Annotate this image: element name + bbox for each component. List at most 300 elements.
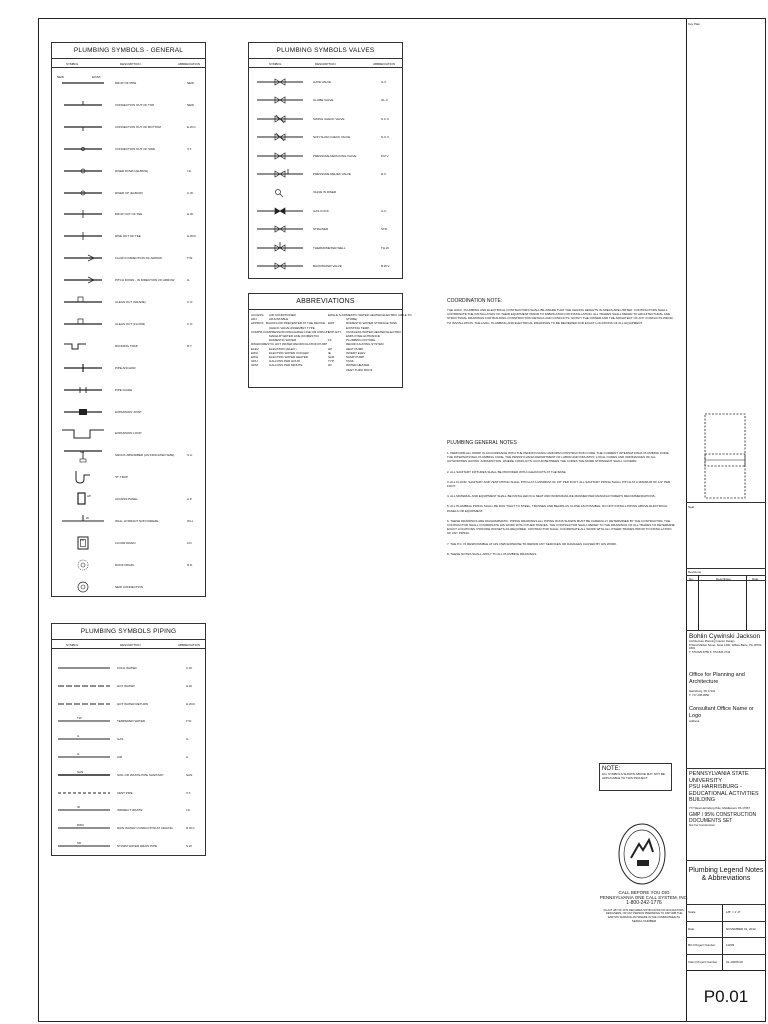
valve-symbols-panel	[248, 42, 403, 279]
project-address: 777 West Harrisburg Pike, Middletown, PA 17057	[689, 805, 750, 810]
valve-abbreviation: P.R.V.	[381, 153, 390, 158]
abbreviation-meaning: COMPRESSOR DISCHARGE LINE OR CIRCUIT	[263, 329, 330, 334]
general-symbol-row	[52, 119, 205, 135]
piping-description: AIR	[117, 755, 123, 759]
abbreviation-meaning: ELEVATION (ELEV.)	[269, 346, 297, 351]
valve-description: BACKWATER VALVE	[313, 264, 342, 268]
abbreviation-meaning: HEAT PUMP	[346, 346, 364, 351]
field-divider	[722, 905, 723, 921]
general-symbol-row	[52, 360, 205, 376]
abbreviation-term: FF	[328, 338, 332, 343]
general-note-item: 1. PERFORM ALL WORK IN ACCORDANCE WITH THE PENNSYLVANIA UNIFORM CONSTRUCTION CODE, THE CURRENT INTERNATIONAL PLUMBING CODE, THE INTERNATIONAL PLUMBING CODE, THE PENNSYLVANIA DEPARTMENT OF LABOR AND INDUSTRY, LOCAL CODES AND ORDINANCES OF ALL AUTHORITIES HAVING JURISDICTION. WHERE CONFLICTS OCCUR BETWEEN THE CODES THE MORE STRINGENT SHALL GOVERN.	[447, 451, 670, 464]
general-symbol-row	[52, 447, 205, 463]
symbol-description: ACCESS PANEL	[115, 497, 138, 502]
one-call-legal: PA ACT 287 OF 1974 REQUIRES NOTIFICATION OF EXCAVATORS, DESIGNERS, OR ANY PERSON PREPARING TO DISTURB THE EARTH'S SURFACE ANYWHERE IN THE COMMONWEALTH	[603, 909, 685, 919]
general-symbol-row	[52, 185, 205, 201]
valve-symbol-row	[249, 240, 402, 256]
symbol-description: RISE OUT OF TEE	[115, 234, 141, 239]
abbreviation-meaning: CHECK VALVE ASSEMBLY TYPE	[269, 325, 315, 330]
valve-description: GAS COCK	[313, 208, 329, 213]
piping-glyph	[56, 713, 112, 729]
abbreviation-meaning: PLUMBING FIXTURE	[346, 338, 376, 343]
piping-description: COLD WATER	[117, 666, 137, 670]
symbol-tag: W	[86, 516, 89, 520]
rev-divider-1	[698, 575, 699, 631]
piping-description: HOT WATER RETURN	[117, 701, 148, 706]
abbreviation-meaning: RECIRCULATING SYSTEM	[346, 342, 384, 347]
general-symbol-row	[52, 75, 205, 91]
general-notes-list	[447, 451, 675, 556]
firm3-address: Address	[689, 718, 700, 723]
symbol-description: FLOW IN DIRECTION OF ARROW	[115, 256, 162, 261]
project-phase: GMP / 95% CONSTRUCTION DOCUMENTS SET	[689, 812, 757, 825]
piping-glyph	[56, 660, 112, 676]
valve-glyph	[255, 240, 305, 256]
valve-abbreviation: G.V.	[381, 80, 387, 84]
field-label: Client Project Number	[688, 959, 718, 964]
general-symbol-row	[52, 469, 205, 485]
piping-abbreviation: SAN.	[186, 772, 194, 777]
plumbing-general-notes	[447, 440, 675, 562]
abbreviation-meaning: VENT THRU ROOF	[346, 367, 373, 372]
symbol-description: CLEAN OUT (FLOOR)	[115, 321, 146, 326]
abbreviation-meaning: ADJUSTABLE	[269, 317, 289, 322]
symbol-description: PIPE GUIDE	[115, 387, 133, 392]
abbreviation-term: IE	[328, 350, 331, 355]
general-symbol-row	[52, 97, 205, 113]
field-divider	[722, 938, 723, 954]
piping-symbol-row	[52, 696, 205, 712]
symbol-glyph	[58, 491, 108, 507]
valve-glyph	[255, 111, 305, 127]
abbreviation-meaning: EXISTING TEMP.	[346, 325, 370, 330]
note-box	[599, 763, 672, 791]
owner-name: PENNSYLVANIA STATE UNIVERSITY	[689, 771, 749, 784]
sheet-title-cell	[686, 860, 766, 904]
one-call-line1: CALL BEFORE YOU DIG	[618, 890, 670, 895]
symbol-description: DROP OUT OF TEE	[115, 212, 143, 217]
symbol-glyph	[58, 228, 108, 244]
sheet-number: P0.01	[686, 970, 766, 1022]
piping-description: INDIRECT WASTE	[117, 808, 143, 813]
abbreviation-term	[328, 368, 346, 372]
symbol-description: CONNECTION OUT OF SIDE	[115, 146, 156, 151]
valve-abbreviation: N.C.V.	[381, 135, 390, 140]
abbreviation-term: EWH	[251, 355, 258, 360]
piping-abbreviation: G.	[186, 737, 190, 742]
symbol-glyph	[58, 250, 108, 266]
valve-glyph	[255, 92, 305, 108]
piping-symbol-row	[52, 749, 205, 765]
symbol-description: CLEAN OUT (GRADE)	[115, 300, 146, 304]
general-note-item: 7. THE P.C. IS RESPONSIBLE AT HIS OWN EXPENSE TO REPAIR ANY SERVICES OR DAMAGES CAUSED BY HIS WORK.	[447, 541, 617, 546]
symbol-glyph	[58, 469, 108, 485]
symbol-abbreviation: R.D.	[187, 562, 193, 567]
valve-abbreviation: GL.V.	[381, 98, 389, 103]
symbol-abbreviation: H.W.	[187, 212, 194, 217]
abbreviation-entry	[251, 363, 325, 367]
valve-abbreviation: STR.	[381, 227, 388, 232]
general-note-item: 3. ALL FLOOR, SANITARY AND VENT PIPING SHALL PITCH AT A MINIMUM OF 1/8" PER FOOT. ALL SANITARY PIPING SHALL PITCH AT A MINIMUM OF 1/4" PER FOOT.	[447, 479, 671, 489]
abbreviation-meaning: DOMESTIC HOT WATER RECIRCULATION PUMP	[258, 342, 328, 347]
symbol-new-label: NEW	[57, 75, 64, 79]
piping-symbol-row	[52, 731, 205, 747]
symbol-abbreviation: V.T.	[187, 146, 192, 151]
abbreviation-term: COMPR.	[251, 329, 263, 334]
abbreviation-term: EWH-E.S.	[328, 313, 342, 317]
one-call-text	[594, 890, 694, 923]
abbreviation-meaning: BACKFLOW PREVENTER AT THE DEVICE	[265, 321, 325, 326]
piping-symbols-panel	[51, 623, 206, 856]
general-symbol-row	[52, 491, 205, 507]
general-symbols-header	[52, 59, 205, 68]
general-note-item: 5. ALL PLUMBING PIPING SHALL BE RUN TIGHT TO STEEL, TRUSSES AND BEAMS AS CLOSE AS POSSIBLE. DO NOT INSTALL PIPING ABOVE ELECTRICAL PANELS OR EQUIPMENT.	[447, 504, 668, 513]
abbreviation-meaning: INVERT ELEV.	[346, 350, 366, 355]
symbol-description: PIPE ANCHOR	[115, 365, 136, 370]
revisions-cell	[686, 568, 766, 630]
general-note-item: 4. ALL MATERIAL AND EQUIPMENT SHALL BE INSTALLED IN A NEAT AND WORKMANLIKE MANNER PER MANUFACTURER'S RECOMMENDATIONS.	[447, 494, 656, 499]
symbol-description: RUNNING TRAP	[115, 343, 138, 348]
symbol-abbreviation: H.W.R.	[187, 234, 197, 239]
symbol-tag: SA	[80, 450, 85, 455]
piping-tag: SD	[77, 841, 82, 845]
firm2-address: Harrisburg, PA 17101	[689, 689, 716, 694]
abbreviation-meaning: DOMESTIC WATER STORAGE TANK	[346, 321, 398, 326]
general-symbols-title: PLUMBING SYMBOLS - GENERAL	[52, 43, 205, 59]
valve-abbreviation: B.W.V.	[381, 264, 390, 268]
abbreviation-term: EXP. EXT.	[328, 329, 342, 334]
key-plan-graphic	[700, 410, 750, 500]
piping-abbreviation: R.W.C.	[186, 826, 196, 831]
abbreviation-term: SCR.	[328, 355, 336, 360]
abbreviation-term: GPH	[251, 359, 258, 364]
abbreviation-term: HP	[328, 346, 333, 351]
valve-description: PRESSURE RELIEF VALVE	[313, 172, 351, 176]
sheet-title: Plumbing Legend Notes & Abbreviations	[688, 867, 764, 882]
symbol-abbreviation: W.H.	[187, 519, 194, 523]
abbreviation-term: EWC	[251, 350, 258, 355]
symbol-description: WALL HYDRANT NON FREEZE	[115, 519, 159, 523]
abbreviation-meaning: DOMESTIC WATER	[269, 338, 297, 343]
valve-symbol-row	[249, 92, 402, 108]
piping-symbol-row	[52, 838, 205, 854]
abbreviation-meaning: WATER HEATER	[346, 363, 370, 368]
symbol-description: DROP OF PIPE	[115, 81, 137, 85]
valve-symbol-row	[249, 184, 402, 200]
piping-glyph	[56, 731, 112, 747]
valve-glyph	[255, 148, 305, 164]
abbreviation-meaning: ELECTRIC WATER HEATER	[269, 355, 308, 360]
symbol-description: FLOOR DRAIN	[115, 540, 136, 545]
symbol-abbreviation: C.O.	[187, 300, 194, 304]
piping-glyph	[56, 749, 112, 765]
piping-description: VENT PIPE	[117, 790, 133, 795]
symbol-description: SHOCK ABSORBER (AS INDICATED SIZE)	[115, 453, 175, 458]
piping-tag: ID	[77, 805, 80, 810]
piping-symbol-row	[52, 802, 205, 818]
piping-tag: SAN	[77, 769, 84, 774]
valve-symbol-row	[249, 148, 402, 164]
valve-symbol-row	[249, 111, 402, 127]
general-symbol-row	[52, 228, 205, 244]
general-symbol-row	[52, 535, 205, 551]
general-symbol-row	[52, 206, 205, 222]
general-symbol-row	[52, 425, 205, 441]
field-divider	[722, 922, 723, 938]
piping-glyph	[56, 785, 112, 801]
header-symbol: SYMBOL	[269, 62, 282, 66]
valve-description: NON SLAM CHECK VALVE	[313, 135, 351, 140]
symbol-tag: AP	[87, 494, 92, 499]
piping-tag: RWC	[77, 823, 85, 828]
general-symbol-row	[52, 579, 205, 595]
symbol-abbreviation: NEW	[187, 81, 194, 85]
abbreviation-meaning: GALLONS PER MINUTE	[269, 363, 303, 368]
abbreviations-panel	[248, 293, 412, 388]
valve-symbol-row	[249, 74, 402, 90]
abbreviation-meaning: ELECTRIC WATER COOLER	[269, 350, 309, 355]
valve-abbreviation: R.V.	[381, 172, 387, 176]
abbreviation-term: EWT	[328, 321, 335, 326]
title-block-field	[686, 921, 766, 938]
abbreviation-term: ELEV.	[251, 346, 260, 351]
piping-description: TEMPERED WATER	[117, 719, 146, 724]
symbol-description: PITCH DOWN - IN DIRECTION OF ARROW	[115, 278, 175, 283]
firm1-sub: Architecture Planning Interior Design	[689, 639, 735, 643]
rev-col-description: Description	[716, 577, 732, 581]
piping-abbreviation: V.T.	[186, 790, 191, 795]
general-note-item: 2. ALL SANITARY FIXTURES SHALL BE PROVIDED WITH CLEANOUTS AT THE BASE.	[447, 469, 567, 474]
piping-abbreviation: H.W.	[186, 683, 193, 688]
symbol-glyph	[58, 338, 108, 354]
coordination-note	[447, 298, 675, 325]
valve-symbol-row	[249, 258, 402, 274]
general-symbol-row	[52, 316, 205, 332]
firm2-phone: T: 717.238.9950	[689, 692, 710, 697]
piping-symbol-row	[52, 660, 205, 676]
valve-description: GATE VALVE	[313, 80, 332, 84]
symbol-abbreviation: NEW	[187, 102, 194, 107]
symbol-abbreviation: R.T.	[187, 343, 193, 348]
revisions-label: Revisions	[688, 570, 702, 574]
piping-description: SOIL OR WASTE PIPE SANITARY	[117, 772, 164, 777]
key-plan-label: Key Plan	[688, 22, 701, 26]
general-note-item: 8. THESE NOTES SHALL APPLY TO ALL PLUMBING DRAWINGS.	[447, 551, 538, 556]
piping-glyph	[56, 838, 112, 854]
piping-symbol-row	[52, 678, 205, 694]
symbol-abbreviation: T.W.	[187, 256, 193, 261]
valve-glyph	[255, 74, 305, 90]
seal-cell	[686, 502, 766, 568]
valve-glyph	[255, 184, 305, 200]
piping-abbreviation: S.W.	[186, 844, 193, 848]
piping-abbreviation: C.W.	[186, 666, 193, 670]
abbreviation-term: W/	[328, 363, 332, 368]
note-box-title: NOTE:	[602, 766, 621, 772]
piping-glyph	[56, 678, 112, 694]
symbol-description: CONNECTION OUT OF BOTTOM	[115, 124, 161, 129]
symbol-description: ROOF DRAIN	[115, 562, 134, 567]
symbol-abbreviation: C.W.	[187, 190, 194, 195]
firm1-address: 8 West Market Street, Suite 1200, Wilkes-Barre, PA 18701-1801	[689, 642, 763, 651]
general-symbol-row	[52, 294, 205, 310]
piping-glyph	[56, 696, 112, 712]
abbreviation-meaning: MAKEUP WATER LINE (DOMESTIC)	[269, 334, 320, 339]
symbol-abbreviation: I.D.	[187, 168, 192, 173]
piping-glyph	[56, 802, 112, 818]
symbol-abbreviation: F.D.	[187, 540, 193, 545]
symbol-glyph	[58, 272, 108, 288]
valve-symbol-row	[249, 203, 402, 219]
header-abbreviation: ABBREVIATION	[178, 62, 200, 66]
piping-symbols-title: PLUMBING SYMBOLS PIPING	[52, 624, 205, 640]
piping-symbol-row	[52, 713, 205, 729]
valve-glyph	[255, 129, 305, 145]
symbol-glyph	[58, 579, 108, 595]
valve-symbols-title: PLUMBING SYMBOLS VALVES	[249, 43, 402, 59]
abbreviation-meaning: GALLONS PER HOUR	[269, 359, 300, 364]
symbol-glyph	[58, 206, 108, 222]
symbol-description: EXPANSION LOOP	[115, 431, 142, 436]
firm2-name: Office for Planning and Architecture	[689, 672, 745, 686]
piping-symbol-row	[52, 767, 205, 783]
symbol-description: NEW CONNECTION	[115, 584, 143, 589]
abbreviation-meaning: SUMP PUMP	[346, 355, 365, 360]
symbol-description: EXPANSION JOINT	[115, 409, 142, 414]
piping-description: STORM WATER DRAIN PIPE	[117, 844, 157, 848]
symbol-glyph	[58, 119, 108, 135]
field-value: 1/8" = 1'-0"	[726, 910, 741, 914]
valve-description: SWING CHECK VALVE	[313, 116, 345, 121]
valve-symbols-header	[249, 59, 402, 68]
symbol-glyph	[58, 404, 108, 420]
rev-divider-2	[746, 575, 747, 631]
abbreviation-term: ACCESS.	[251, 313, 265, 317]
abbreviation-meaning: TANKLESS WATER HEATER ELECTRIC	[346, 329, 402, 334]
abbreviations-left-column	[251, 313, 330, 368]
title-block-field	[686, 904, 766, 921]
piping-tag: G	[77, 734, 80, 739]
firm3-name: Consultant Office Name or Logo	[689, 705, 754, 719]
field-value: 11009	[726, 943, 735, 947]
general-notes-title: PLUMBING GENERAL NOTES	[447, 440, 517, 446]
general-symbol-row	[52, 404, 205, 420]
abbreviation-meaning: DOMESTIC WATER HEATER ELECTRIC (ABLE TO	[341, 313, 412, 317]
valve-description: PRESSURE REDUCING VALVE	[313, 153, 357, 158]
firm1-phone: T: 570.825.8756 F: 570.825.3744	[689, 649, 731, 654]
symbol-glyph	[58, 294, 108, 310]
symbol-glyph	[58, 360, 108, 376]
general-symbol-row	[52, 141, 205, 157]
header-abbreviation: ABBREVIATION	[373, 62, 395, 66]
one-call-serial: SERIAL NUMBER	[631, 918, 657, 923]
symbol-tag: FD	[80, 537, 84, 542]
coordination-note-title: COORDINATION NOTE:	[447, 298, 503, 304]
piping-abbreviation: H.W.R.	[186, 701, 196, 706]
symbol-abbreviation: A.P.	[187, 497, 193, 502]
symbol-abbreviation: E.W.C.	[187, 124, 197, 129]
symbol-glyph	[58, 185, 108, 201]
header-description: DESCRIPTION	[315, 62, 336, 66]
abbreviation-meaning: EMPLOYEE ENTRANCE	[346, 334, 380, 339]
valve-abbreviation: S.C.V.	[381, 116, 390, 121]
symbol-glyph	[58, 163, 108, 179]
symbol-description: CONNECTION OUT OF TOP	[115, 102, 155, 107]
valve-glyph	[255, 258, 305, 274]
general-symbol-row	[52, 513, 205, 529]
symbol-glyph	[58, 425, 108, 441]
valve-abbreviation: G.C.	[381, 208, 388, 213]
valve-description: THERMOMETER WELL	[313, 245, 346, 250]
header-abbreviation: ABBREVIATION	[178, 643, 200, 647]
abbreviation-meaning: STORE)	[346, 317, 358, 322]
piping-symbol-row	[52, 820, 205, 836]
field-divider	[722, 955, 723, 971]
firm1-name: Bohlin Cywinski Jackson	[689, 633, 761, 640]
abbreviation-meaning: TANK	[346, 359, 354, 364]
piping-tag: A	[77, 752, 80, 756]
symbol-abbreviation: C.O.	[187, 321, 194, 326]
abbreviation-term: APPROX.	[251, 321, 265, 326]
symbol-description: "P" TRAP	[115, 475, 128, 480]
valve-glyph	[255, 221, 305, 237]
valve-symbol-row	[249, 129, 402, 145]
piping-symbols-header	[52, 640, 205, 649]
project-phase-note: Not For Construction	[689, 823, 715, 828]
field-value: NOVEMBER 01, 2012	[726, 926, 756, 931]
field-label: Date	[688, 926, 695, 931]
valve-glyph	[255, 203, 305, 219]
general-symbols-panel	[51, 42, 206, 597]
abbreviation-term: ADJ.	[251, 317, 258, 322]
symbol-existing-label: EXIST.	[92, 75, 102, 79]
header-description: DESCRIPTION	[120, 62, 141, 66]
symbol-abbreviation: G.	[187, 278, 191, 283]
one-call-line2: PENNSYLVANIA ONE CALL SYSTEM, INC.	[599, 895, 689, 900]
field-label: Scale	[688, 910, 696, 914]
project-name: PSU HARRISBURG - EDUCATIONAL ACTIVITIES BUILDING	[689, 784, 759, 803]
symbol-glyph	[58, 557, 108, 573]
symbol-glyph	[58, 513, 108, 529]
general-symbol-row	[52, 382, 205, 398]
valve-description: VALVE IN RISER	[313, 190, 337, 195]
symbol-glyph	[58, 141, 108, 157]
valve-description: STRAINER	[313, 227, 329, 232]
piping-description: HOT WATER	[117, 683, 135, 688]
header-description: DESCRIPTION	[120, 643, 141, 647]
coordination-note-body: THE HVAC, PLUMBING AND ELECTRICAL CONTRACTORS SHALL BE AWARE THAT THE CEILING HEIGHTS IN AREAS ARE LIMITED. CONTRACTORS SHALL COORDINATE THE INSTALLATION OF THEIR EQUIPMENT PRIOR TO FABRICATION OR INSTALLATION. ALL TRADES SHALL REFER TO ARCHITECTURAL AND STRUCTURAL DRAWINGS FOR BUILDING CONSTRUCTION DETAILS AND CONFLICTS. NOTIFY THE OWNER AND THE ARCHITECT OF ANY CONFLICTS PRIOR TO INSTALLATION. THE HVAC, PLUMBING AND ELECTRICAL DRAWINGS TO BE REVIEWED FOR EXACT LOCATIONS OF ALL EQUIPMENT.	[447, 308, 673, 325]
abbreviation-meaning: AIR CONDITIONER	[269, 313, 296, 317]
title-block-field	[686, 937, 766, 954]
piping-tag: TW	[77, 716, 82, 721]
piping-abbreviation: I.D.	[186, 808, 191, 813]
field-label: BCJ Project Number	[688, 943, 716, 947]
symbol-description: RISER DOWN (ELBOW)	[115, 168, 149, 173]
piping-symbol-row	[52, 785, 205, 801]
seal-label: Seal	[688, 505, 695, 509]
rev-col-no: No.	[689, 577, 694, 581]
header-symbol: SYMBOL	[66, 62, 79, 66]
symbol-abbreviation: S.A.	[187, 453, 193, 458]
general-symbol-row	[52, 338, 205, 354]
abbreviations-title: ABBREVIATIONS	[249, 294, 402, 310]
note-box-body: ALL SYMBOLS SHOWN ABOVE MAY NOT BE APPLICABLE TO THIS PROJECT.	[602, 772, 665, 781]
valve-symbol-row	[249, 221, 402, 237]
general-symbol-row	[52, 250, 205, 266]
symbol-description: RISER UP (ELBOW)	[115, 190, 143, 195]
abbreviation-term: DWH	[251, 342, 259, 347]
one-call-phone: 1-800-242-1776	[626, 900, 662, 906]
